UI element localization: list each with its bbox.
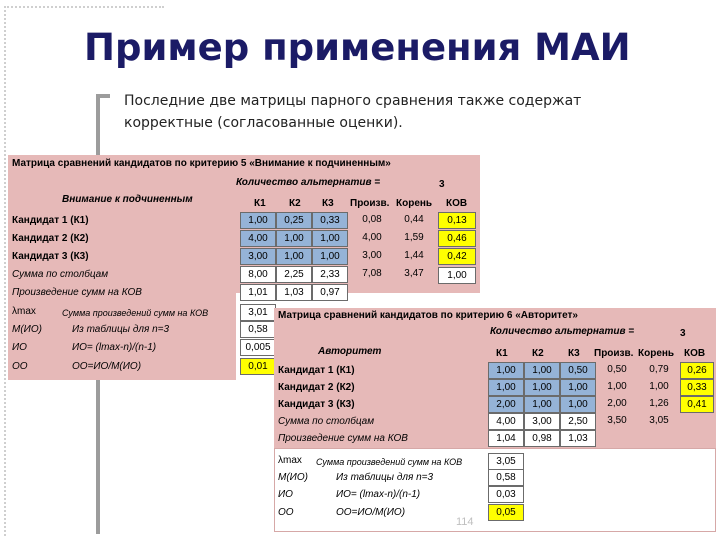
matrix-cell: 1,00 bbox=[488, 379, 524, 396]
column-header: Корень bbox=[396, 198, 433, 209]
product-cell: 4,00 bbox=[362, 232, 382, 243]
matrix-cell: 0,33 bbox=[312, 212, 348, 229]
mio-label: М(ИО) bbox=[12, 324, 42, 335]
lambda-max-label: Сумма произведений сумм на КОВ bbox=[62, 308, 209, 318]
weight-cell: 0,26 bbox=[680, 362, 714, 379]
col-sums-label: Сумма по столбцам bbox=[278, 416, 375, 427]
page-number: 114 bbox=[456, 516, 474, 528]
row-label: Кандидат 3 (К3) bbox=[278, 399, 355, 410]
column-header: К3 bbox=[568, 348, 580, 359]
row-label: Кандидат 1 (К1) bbox=[278, 365, 355, 376]
matrix-cell: 1,00 bbox=[560, 396, 596, 413]
row-label: Кандидат 2 (К2) bbox=[12, 233, 89, 244]
lambda-max-symbol: λmax bbox=[12, 306, 36, 317]
matrix-caption: Матрица сравнений кандидатов по критерию 6 «Авторитет» bbox=[278, 310, 578, 321]
column-header: К1 bbox=[254, 198, 266, 209]
io-value: 0,03 bbox=[488, 486, 524, 503]
root-cell: 0,79 bbox=[649, 364, 669, 375]
matrix-cell: 1,00 bbox=[312, 230, 348, 247]
column-header: Произв. bbox=[350, 198, 390, 209]
mio-description: Из таблицы для n=3 bbox=[336, 472, 434, 483]
weight-cell: 0,13 bbox=[438, 212, 476, 229]
matrix-cell: 1,00 bbox=[276, 248, 312, 265]
col-sum-cell: 7,08 bbox=[362, 268, 382, 279]
criterion-name: Авторитет bbox=[318, 346, 382, 357]
io-description: ИО= (lmax-n)/(n-1) bbox=[336, 489, 421, 500]
matrix-cell: 1,00 bbox=[276, 230, 312, 247]
mio-value: 0,58 bbox=[240, 321, 276, 338]
weight-cell: 0,33 bbox=[680, 379, 714, 396]
product-cell: 1,00 bbox=[607, 381, 627, 392]
row-label: Кандидат 1 (К1) bbox=[12, 215, 89, 226]
col-sum-cell: 3,47 bbox=[404, 268, 424, 279]
product-sum-cell: 0,97 bbox=[312, 284, 348, 301]
column-header: К3 bbox=[322, 198, 334, 209]
product-cell: 0,50 bbox=[607, 364, 627, 375]
alt-count-label: Количество альтернатив = bbox=[236, 177, 381, 188]
weight-sum-cell: 1,00 bbox=[438, 267, 476, 284]
root-cell: 1,44 bbox=[404, 250, 424, 261]
alt-count-label: Количество альтернатив = bbox=[490, 326, 635, 337]
product-sum-cell: 1,01 bbox=[240, 284, 276, 301]
col-sum-cell: 4,00 bbox=[488, 413, 524, 430]
lambda-max-label: Сумма произведений сумм на КОВ bbox=[316, 457, 463, 467]
column-header: К2 bbox=[532, 348, 544, 359]
mio-value: 0,58 bbox=[488, 469, 524, 486]
row-label: Кандидат 2 (К2) bbox=[278, 382, 355, 393]
oo-label: ОО bbox=[278, 507, 294, 518]
io-value: 0,005 bbox=[240, 339, 276, 356]
col-sum-cell: 2,50 bbox=[560, 413, 596, 430]
weight-cell: 0,41 bbox=[680, 396, 714, 413]
matrix-cell: 4,00 bbox=[240, 230, 276, 247]
weight-cell: 0,42 bbox=[438, 248, 476, 265]
root-cell: 1,59 bbox=[404, 232, 424, 243]
decorative-dotted-border-top bbox=[4, 6, 164, 8]
product-sum-cell: 0,98 bbox=[524, 430, 560, 447]
matrix-cell: 0,50 bbox=[560, 362, 596, 379]
products-label: Произведение сумм на КОВ bbox=[278, 433, 408, 444]
matrix-panel-criterion-6 bbox=[274, 308, 716, 532]
product-cell: 0,08 bbox=[362, 214, 382, 225]
oo-value: 0,01 bbox=[240, 358, 276, 375]
column-header: КОВ bbox=[446, 198, 468, 209]
root-cell: 1,00 bbox=[649, 381, 669, 392]
oo-value: 0,05 bbox=[488, 504, 524, 521]
matrix-cell: 3,00 bbox=[240, 248, 276, 265]
io-label: ИО bbox=[12, 342, 27, 353]
mio-description: Из таблицы для n=3 bbox=[72, 324, 170, 335]
matrix-cell: 1,00 bbox=[488, 362, 524, 379]
column-header: Корень bbox=[638, 348, 675, 359]
col-sum-cell: 3,00 bbox=[524, 413, 560, 430]
oo-description: ОО=ИО/М(ИО) bbox=[336, 507, 406, 518]
col-sum-cell: 3,50 bbox=[607, 415, 627, 426]
matrix-cell: 1,00 bbox=[240, 212, 276, 229]
matrix-cell: 1,00 bbox=[312, 248, 348, 265]
matrix-cell: 0,25 bbox=[276, 212, 312, 229]
matrix-cell: 1,00 bbox=[524, 396, 560, 413]
slide-intro-text: Последние две матрицы парного сравнения также содержат корректные (согласованные оценки). bbox=[124, 93, 582, 131]
row-label: Кандидат 3 (К3) bbox=[12, 251, 89, 262]
root-cell: 1,26 bbox=[649, 398, 669, 409]
mio-label: М(ИО) bbox=[278, 472, 308, 483]
lambda-max-symbol: λmax bbox=[278, 455, 302, 466]
col-sum-cell: 2,33 bbox=[312, 266, 348, 283]
col-sum-cell: 8,00 bbox=[240, 266, 276, 283]
alt-count-value: 3 bbox=[439, 179, 445, 190]
io-description: ИО= (lmax-n)/(n-1) bbox=[72, 342, 157, 353]
col-sum-cell: 3,05 bbox=[649, 415, 669, 426]
product-sum-cell: 1,03 bbox=[276, 284, 312, 301]
col-sum-cell: 2,25 bbox=[276, 266, 312, 283]
column-header: Произв. bbox=[594, 348, 634, 359]
io-label: ИО bbox=[278, 489, 293, 500]
product-cell: 2,00 bbox=[607, 398, 627, 409]
root-cell: 0,44 bbox=[404, 214, 424, 225]
column-header: КОВ bbox=[684, 348, 706, 359]
product-sum-cell: 1,03 bbox=[560, 430, 596, 447]
matrix-cell: 1,00 bbox=[524, 362, 560, 379]
oo-description: ОО=ИО/М(ИО) bbox=[72, 361, 142, 372]
product-sum-cell: 1,04 bbox=[488, 430, 524, 447]
matrix-cell: 1,00 bbox=[524, 379, 560, 396]
product-cell: 3,00 bbox=[362, 250, 382, 261]
lambda-max-value: 3,05 bbox=[488, 453, 524, 470]
criterion-name: Внимание к подчиненным bbox=[62, 194, 193, 205]
column-header: К1 bbox=[496, 348, 508, 359]
matrix-cell: 1,00 bbox=[560, 379, 596, 396]
matrix-cell: 2,00 bbox=[488, 396, 524, 413]
column-header: К2 bbox=[289, 198, 301, 209]
weight-cell: 0,46 bbox=[438, 230, 476, 247]
oo-label: ОО bbox=[12, 361, 28, 372]
products-label: Произведение сумм на КОВ bbox=[12, 287, 142, 298]
lambda-max-value: 3,01 bbox=[240, 304, 276, 321]
alt-count-value: 3 bbox=[680, 328, 686, 339]
matrix-caption: Матрица сравнений кандидатов по критерию 5 «Внимание к подчиненным» bbox=[12, 158, 391, 169]
slide-title: Пример применения МАИ bbox=[84, 26, 631, 69]
col-sums-label: Сумма по столбцам bbox=[12, 269, 109, 280]
decorative-dotted-border bbox=[4, 6, 6, 536]
